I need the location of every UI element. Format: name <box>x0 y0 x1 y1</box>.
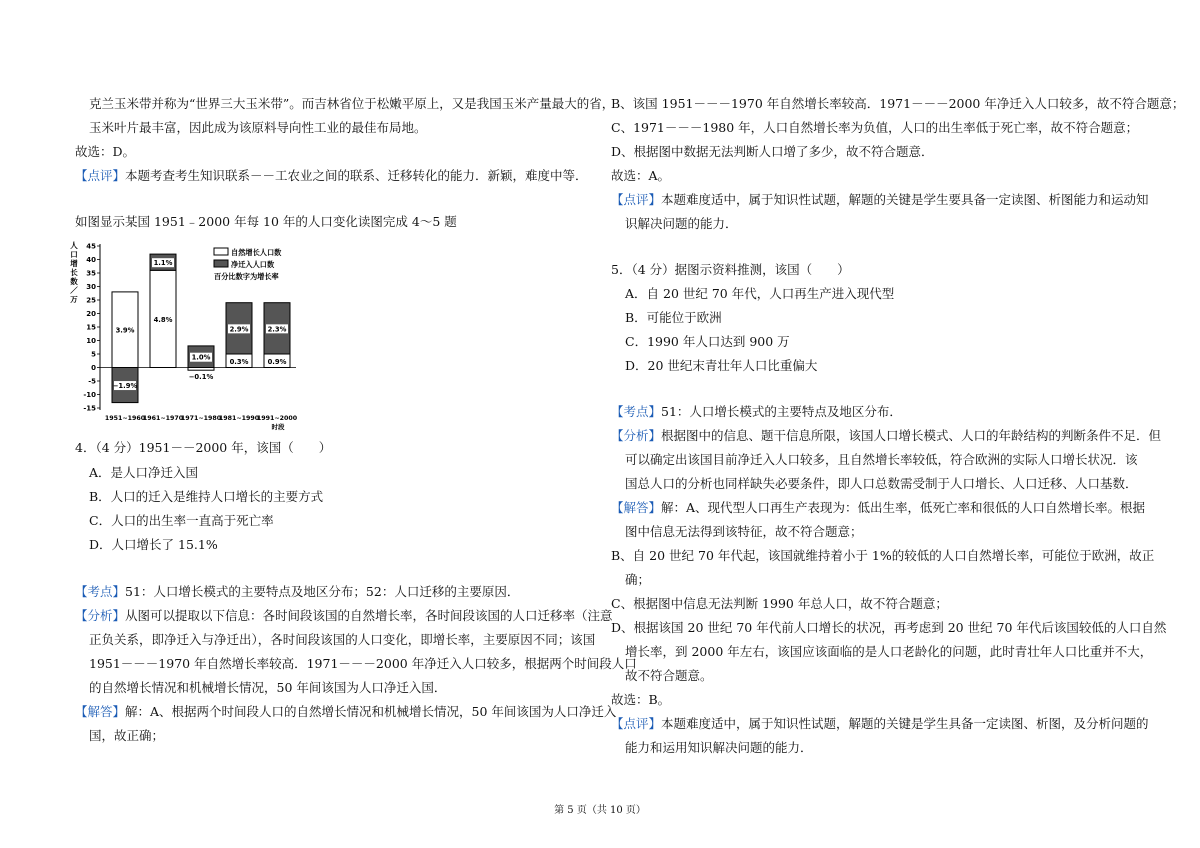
fenxi-tag: 【分析】 <box>611 428 662 443</box>
kaodian-text: 51：人口增长模式的主要特点及地区分布． <box>661 404 902 419</box>
r-bottom-line-2: 确； <box>625 572 651 587</box>
y-tick-label: -5 <box>88 377 96 386</box>
r-bottom-line-1: B、自 20 世纪 70 年代起，该国就维持着小于 1%的较低的人口自然增长率，可能位于欧洲，故正 <box>611 548 1155 563</box>
data-label-migration: 2.9% <box>229 325 249 334</box>
q4-option-d: D．人口增长了 15.1% <box>89 537 218 552</box>
y-axis-label-char: 数 <box>70 277 78 286</box>
review-text: 本题考查考生知识联系－－工农业之间的联系、迁移转化的能力．新颖，难度中等． <box>125 168 588 183</box>
review1-line-1 <box>611 192 1149 208</box>
y-tick-label: 40 <box>86 256 96 264</box>
figure-intro: 如图显示某国 1951﹣2000 年每 10 年的人口变化读图完成 4～5 题 <box>75 214 457 229</box>
y-axis-label-char: 增 <box>70 259 78 268</box>
fenxi-text: 从图可以提取以下信息：各时间段该国的自然增长率，各时间段该国的人口迁移率（注意 <box>125 608 613 623</box>
jieda-tag: 【解答】 <box>75 704 126 719</box>
intro-line-2: 玉米叶片最丰富，因此成为该原料导向性工业的最佳布局地。 <box>89 120 427 135</box>
kaodian-tag: 【考点】 <box>75 584 126 599</box>
jieda-text: 解：A、现代型人口再生产表现为：低出生率，低死亡率和很低的人口自然增长率。根据 <box>661 500 1146 515</box>
r-bottom-line-5: 增长率，到 2000 年左右，该国应该面临的是人口老龄化的问题，此时青壮年人口比重并不大， <box>625 644 1153 659</box>
r-bottom-line-4: D、根据该国 20 世纪 70 年代前人口增长的状况，再考虑到 20 世纪 70 年代后该国较低的人口自然 <box>611 620 1167 635</box>
y-tick-label: 10 <box>86 337 96 345</box>
q5-stem: 5．（4 分）据图示资料推测，该国（ ） <box>611 262 850 277</box>
jieda-q4-line-1 <box>75 704 616 720</box>
y-tick-label: 45 <box>86 242 96 251</box>
r-bottom-line-6: 故不符合题意。 <box>625 668 713 683</box>
fenxi-q5-line-1 <box>611 428 1161 444</box>
review-prev <box>75 168 588 184</box>
data-label-natural: −0.1% <box>188 373 214 382</box>
fenxi-q4-line-1 <box>75 608 613 624</box>
data-label-migration: 1.1% <box>153 259 173 268</box>
fenxi-q4-line-3: 1951－－－1970 年自然增长率较高．1971－－－2000 年净迁入人口较多，根据两个时间段人口 <box>89 656 637 671</box>
jieda-tag: 【解答】 <box>611 500 662 515</box>
fenxi-tag: 【分析】 <box>75 608 126 623</box>
jieda-q5-line-1 <box>611 500 1145 516</box>
y-tick-label: 20 <box>86 310 96 318</box>
review2-line-2: 能力和运用知识解决问题的能力． <box>625 740 813 755</box>
x-tick-label: 1991~2000 <box>256 415 298 422</box>
review-text: 本题难度适中，属于知识性试题，解题的关键是学生具备一定读图、析图，及分析问题的 <box>661 716 1149 731</box>
fenxi-q5-line-3: 国总人口的分析也同样缺失必要条件，即人口总数需受制于人口增长、人口迁移、人口基数． <box>625 476 1138 491</box>
r-bottom-line-7: 故选：B。 <box>611 692 671 707</box>
review-tag: 【点评】 <box>611 716 662 731</box>
fenxi-text: 根据图中的信息、题干信息所限，该国人口增长模式、人口的年龄结构的判断条件不足．但 <box>661 428 1162 443</box>
r-answer-a: 故选：A。 <box>611 168 671 183</box>
legend-label-migration: 净迁入人口数 <box>231 260 275 269</box>
answer-prev: 故选：D。 <box>75 144 136 159</box>
q5-option-b: B．可能位于欧洲 <box>625 310 722 325</box>
y-axis-label-char: ／ <box>70 286 78 295</box>
review-tag: 【点评】 <box>611 192 662 207</box>
data-label-natural: 0.9% <box>267 357 287 366</box>
q4-option-b: B．人口的迁入是维持人口增长的主要方式 <box>89 489 324 504</box>
jieda-q4-line-2: 国，故正确； <box>89 728 165 743</box>
legend-note: 百分比数字为增长率 <box>214 272 279 281</box>
y-tick-label: -15 <box>83 404 96 413</box>
q5-option-c: C．1990 年人口达到 900 万 <box>625 334 790 349</box>
jieda-q5-line-2: 图中信息无法得到该特征，故不符合题意； <box>625 524 863 539</box>
y-tick-label: -10 <box>83 391 96 399</box>
x-tick-label: 1981~1990 <box>218 415 260 422</box>
data-label-natural: 4.8% <box>153 315 173 324</box>
jieda-text: 解：A、根据两个时间段人口的自然增长情况和机械增长情况，50 年间该国为人口净迁入 <box>125 704 617 719</box>
q4-option-a: A．是人口净迁入国 <box>89 465 199 480</box>
y-axis-label-char: 长 <box>70 268 78 277</box>
kaodian-text: 51：人口增长模式的主要特点及地区分布；52：人口迁移的主要原因． <box>125 584 520 599</box>
review2-line-1 <box>611 716 1149 732</box>
y-tick-label: 15 <box>86 323 96 332</box>
kaodian-tag: 【考点】 <box>611 404 662 419</box>
fenxi-q5-line-2: 可以确定出该国目前净迁入人口较多，且自然增长率较低，符合欧洲的实际人口增长状况．该 <box>625 452 1138 467</box>
y-tick-label: 5 <box>91 350 96 359</box>
y-tick-label: 25 <box>86 296 96 305</box>
y-axis-label-char: 万 <box>70 295 78 304</box>
data-label-migration: 2.3% <box>267 325 287 334</box>
r-bottom-line-3: C、根据图中信息无法判断 1990 年总人口，故不符合题意； <box>611 596 948 611</box>
review-text: 本题难度适中，属于知识性试题，解题的关键是学生要具备一定读图、析图能力和运动知 <box>661 192 1149 207</box>
intro-line-1: 克兰玉米带并称为“世界三大玉米带”。而吉林省位于松嫩平原上，又是我国玉米产量最大的省， <box>89 96 615 111</box>
data-label-migration: −1.9% <box>112 382 138 391</box>
y-axis-label-char: 口 <box>70 250 78 259</box>
y-axis-label-char: 人 <box>70 241 78 250</box>
r-line-d: D、根据图中数据无法判断人口增了多少，故不符合题意． <box>611 144 934 159</box>
legend-label-natural: 自然增长人口数 <box>231 248 282 257</box>
y-tick-label: 0 <box>91 364 96 372</box>
x-tick-label: 1971~1980 <box>180 415 222 422</box>
x-tick-label: 1961~1970 <box>142 415 184 422</box>
fenxi-q4-line-2: 正负关系，即净迁入与净迁出），各时间段该国的人口变化，即增长率，主要原因不同；该国 <box>89 632 596 647</box>
kaodian-q5 <box>611 404 902 420</box>
x-axis-label: 时段 <box>271 423 285 431</box>
y-tick-label: 35 <box>86 269 96 278</box>
data-label-natural: 0.3% <box>229 357 249 366</box>
review-tag: 【点评】 <box>75 168 126 183</box>
q4-option-c: C．人口的出生率一直高于死亡率 <box>89 513 274 528</box>
y-tick-label: 30 <box>86 283 96 291</box>
q5-option-a: A．自 20 世纪 70 年代，人口再生产进入现代型 <box>625 286 895 301</box>
page-footer: 第 5 页（共 10 页） <box>554 805 646 816</box>
q4-stem: 4．（4 分）1951－－2000 年，该国（ ） <box>75 440 332 455</box>
data-label-migration: 1.0% <box>191 353 211 362</box>
x-tick-label: 1951~1960 <box>104 415 146 422</box>
population-chart <box>68 236 300 432</box>
q5-option-d: D．20 世纪末青壮年人口比重偏大 <box>625 358 818 373</box>
kaodian-q4 <box>75 584 519 600</box>
r-line-c: C、1971－－－1980 年，人口自然增长率为负值，人口的出生率低于死亡率，故不符合题意； <box>611 120 1139 135</box>
data-label-natural: 3.9% <box>115 326 135 335</box>
legend-swatch-natural <box>214 248 228 255</box>
fenxi-q4-line-4: 的自然增长情况和机械增长情况，50 年间该国为人口净迁入国． <box>89 680 447 695</box>
legend-swatch-migration <box>214 260 228 267</box>
r-line-b: B、该国 1951－－－1970 年自然增长率较高．1971－－－2000 年净迁入人口较多，故不符合题意； <box>611 96 1185 111</box>
review1-line-2: 识解决问题的能力． <box>625 216 738 231</box>
